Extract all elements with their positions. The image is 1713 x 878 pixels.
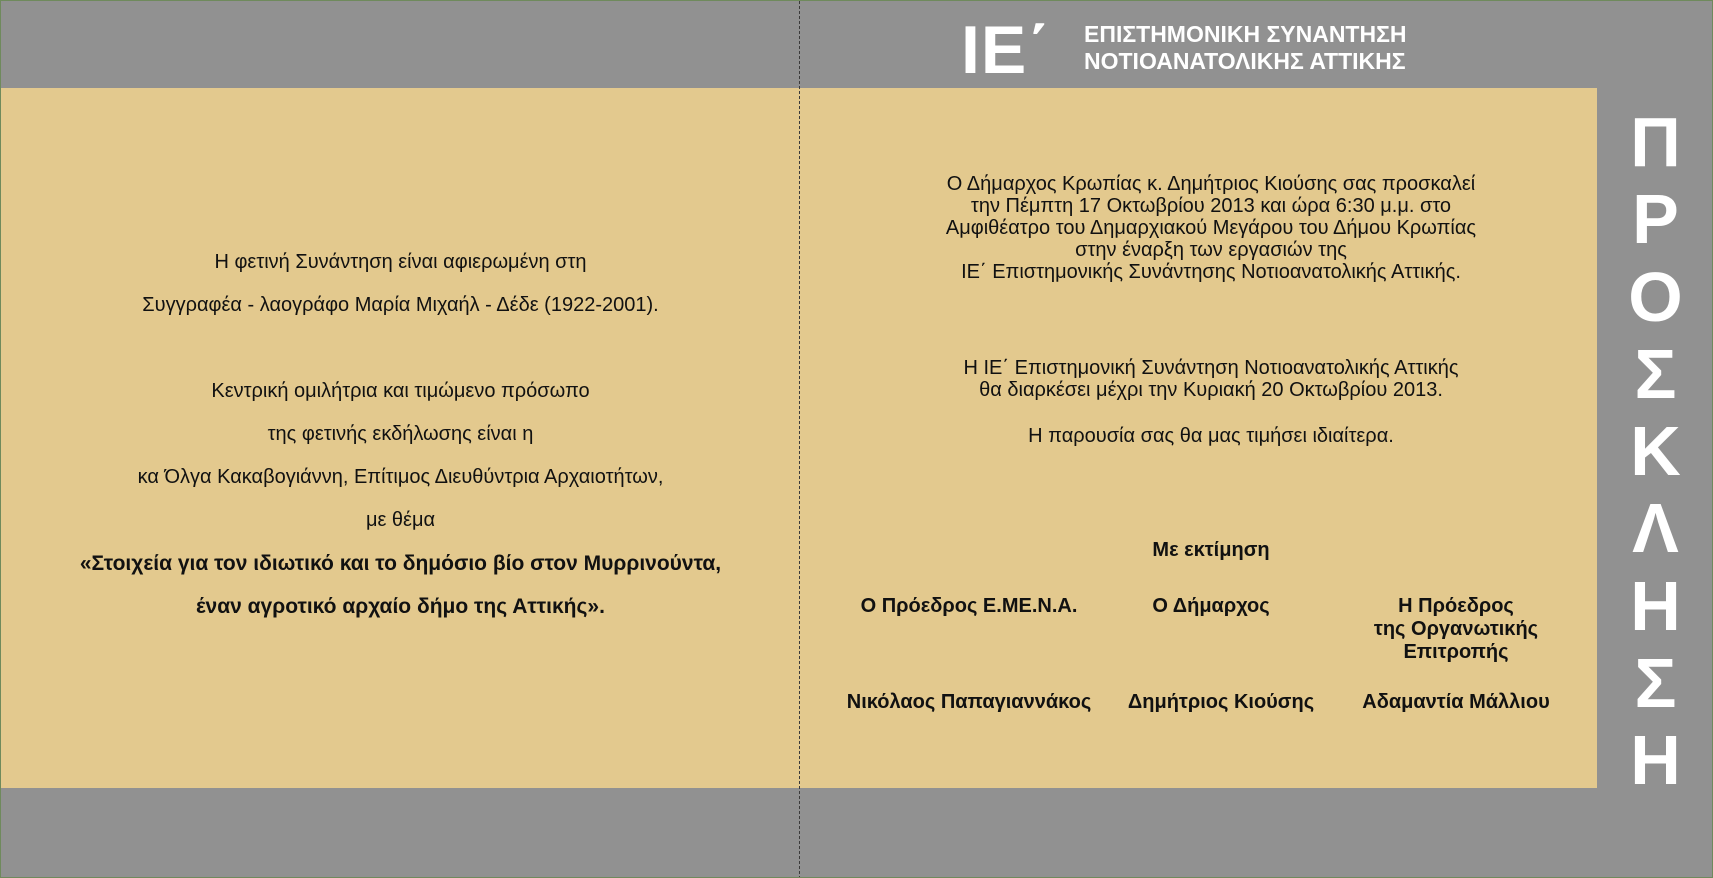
duration-line: θα διαρκέσει μέχρι την Κυριακή 20 Οκτωβρίου 2013. xyxy=(979,379,1443,401)
honor-line: Η παρουσία σας θα μας τιμήσει ιδιαίτερα. xyxy=(1028,425,1394,447)
dedication-line: Η φετινή Συνάντηση είναι αφιερωμένη στη xyxy=(214,251,587,273)
header-title-line2: ΝΟΤΙΟΑΝΑΤΟΛΙΚΗΣ ΑΤΤΙΚΗΣ xyxy=(1084,48,1406,74)
header-roman-numeral: ΙΕ΄ xyxy=(961,12,1051,88)
lecture-title-line: έναν αγροτικό αρχαίο δήμο της Αττικής». xyxy=(196,595,605,618)
header-title-line1: ΕΠΙΣΤΗΜΟΝΙΚΗ ΣΥΝΑΝΤΗΣΗ xyxy=(1084,21,1407,47)
signatory-name: Δημήτριος Κιούσης xyxy=(1127,691,1315,713)
dedication-line: Συγγραφέα - λαογράφο Μαρία Μιχαήλ - Δέδε (1922-2001). xyxy=(142,294,659,316)
vertical-letter: Η xyxy=(1630,721,1681,799)
invitation-line: Ο Δήμαρχος Κρωπίας κ. Δημήτριος Κιούσης σας προσκαλεί xyxy=(946,173,1476,195)
lecture-title-line: «Στοιχεία για τον ιδιωτικό και το δημόσιο βίο στον Μυρρινούντα, xyxy=(79,552,722,575)
signatory-role-line: Επιτροπής xyxy=(1403,641,1509,663)
signatory-role: Ο Πρόεδρος Ε.ΜΕ.Ν.Α. xyxy=(860,595,1078,617)
speaker-line: της φετινής εκδήλωσης είναι η xyxy=(267,423,534,445)
duration-line: Η ΙΕ΄ Επιστημονική Συνάντηση Νοτιοανατολικής Αττικής xyxy=(963,357,1459,379)
invitation-line: την Πέμπτη 17 Οκτωβρίου 2013 και ώρα 6:30 μ.μ. στο xyxy=(970,195,1452,217)
vertical-letter: Σ xyxy=(1634,643,1677,722)
signatory-name: Αδαμαντία Μάλλιου xyxy=(1362,691,1550,713)
signatory-role: Ο Δήμαρχος xyxy=(1152,595,1270,617)
honor-paragraph xyxy=(821,425,1601,447)
regards xyxy=(821,539,1601,561)
regards-line: Με εκτίμηση xyxy=(1152,539,1270,561)
dedication-text xyxy=(1,241,800,628)
vertical-letter: Κ xyxy=(1630,412,1681,490)
speaker-line: με θέμα xyxy=(365,509,436,531)
header-title xyxy=(1084,21,1407,75)
vertical-title xyxy=(1597,103,1713,799)
invitation-line: ΙΕ΄ Επιστημονικής Συνάντησης Νοτιοανατολικής Αττικής. xyxy=(961,261,1461,283)
speaker-line: κα Όλγα Κακαβογιάννη, Επίτιμος Διευθύντρια Αρχαιοτήτων, xyxy=(137,466,664,488)
vertical-letter: Π xyxy=(1630,103,1681,181)
vertical-letter: Ο xyxy=(1628,257,1683,336)
vertical-letter: Σ xyxy=(1634,334,1677,413)
signatory-role-line: Η Πρόεδρος xyxy=(1398,595,1514,617)
speaker-line: Κεντρική ομιλήτρια και τιμώμενο πρόσωπο xyxy=(211,380,590,402)
vertical-letter: Ρ xyxy=(1632,180,1679,259)
duration-paragraph xyxy=(821,357,1601,401)
signatory-role-line: της Οργανωτικής xyxy=(1373,618,1539,640)
signatory-role xyxy=(1331,595,1581,664)
invitation-line: Αμφιθέατρο του Δημαρχιακού Μεγάρου του Δήμου Κρωπίας xyxy=(945,217,1477,239)
invitation-paragraph xyxy=(821,173,1601,283)
invitation-line: στην έναρξη των εργασιών της xyxy=(1075,239,1347,261)
signatory-name: Νικόλαος Παπαγιαννάκος xyxy=(846,691,1092,713)
vertical-letter: Η xyxy=(1630,566,1681,645)
vertical-letter: Λ xyxy=(1632,489,1679,568)
